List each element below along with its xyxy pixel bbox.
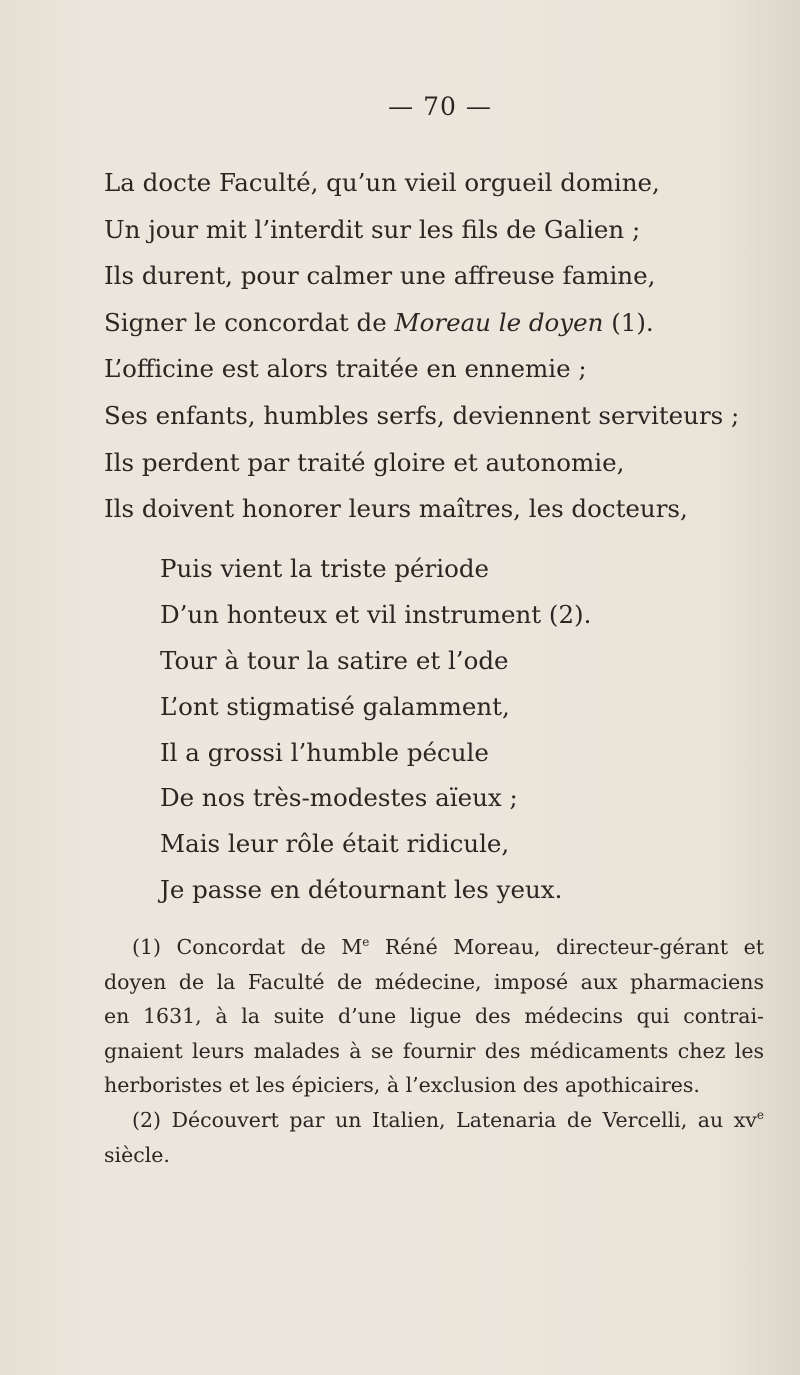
poem-stanza-2: [160, 546, 760, 913]
verse-line: La docte Faculté, qu’un vieil orgueil domine,: [104, 168, 660, 197]
page-number: — 70 —: [388, 92, 492, 121]
verse-line: Ils perdent par traité gloire et autonomie,: [104, 447, 625, 477]
italic-name: Moreau le doyen: [394, 307, 604, 337]
verse-line: Un jour mit l’interdit sur les fils de Galien ;: [104, 214, 641, 244]
footnote-text: (1) Concordat de M: [132, 935, 363, 959]
footnote-line: en 1631, à la suite d’une ligue des médecins qui contrai-: [104, 1004, 764, 1029]
verse-line: Tour à tour la satire et l’ode: [160, 645, 509, 675]
footnote-ref: (1).: [603, 307, 654, 337]
verse-line-concordat: [104, 300, 764, 347]
verse-line: Mais leur rôle était ridicule,: [160, 829, 510, 859]
verse-line: Ses enfants, humbles serfs, deviennent serviteurs ;: [104, 400, 740, 430]
verse-line: De nos très-modestes aïeux ;: [160, 783, 518, 813]
verse-text: Signer le concordat de: [104, 307, 395, 337]
footnote-text: (2) Découvert par un Italien, Latenaria de Vercelli, au xv: [132, 1107, 757, 1132]
superscript: e: [362, 935, 370, 949]
footnote-1: [104, 930, 764, 1103]
footnotes: [104, 930, 764, 1172]
footnote-line: [104, 930, 764, 965]
verse-line: Ils doivent honorer leurs maîtres, les docteurs,: [104, 494, 688, 524]
verse-line: Puis vient la triste période: [160, 554, 490, 583]
poem-stanza-1: [104, 160, 764, 533]
footnote-line: [104, 1103, 764, 1138]
verse-line: Ils durent, pour calmer une affreuse famine,: [104, 261, 656, 291]
footnote-line: herboristes et les épiciers, à l’exclusion des apothicaires.: [104, 1073, 700, 1098]
footnote-line: siècle.: [104, 1142, 170, 1167]
footnote-line: gnaient leurs malades à se fournir des médicaments chez les: [104, 1038, 764, 1063]
footnote-line: doyen de la Faculté de médecine, imposé aux pharmaciens: [104, 969, 764, 994]
footnote-2: [104, 1103, 764, 1172]
footnote-text: Réné Moreau, directeur-gérant et: [369, 935, 764, 959]
superscript: e: [756, 1107, 764, 1122]
verse-line: Je passe en détournant les yeux.: [160, 875, 563, 905]
verse-line: L’ont stigmatisé galamment,: [160, 691, 510, 721]
verse-line: L’officine est alors traitée en ennemie ;: [104, 354, 587, 384]
verse-line: D’un honteux et vil instrument (2).: [160, 599, 592, 629]
verse-line: Il a grossi l’humble pécule: [160, 737, 489, 767]
